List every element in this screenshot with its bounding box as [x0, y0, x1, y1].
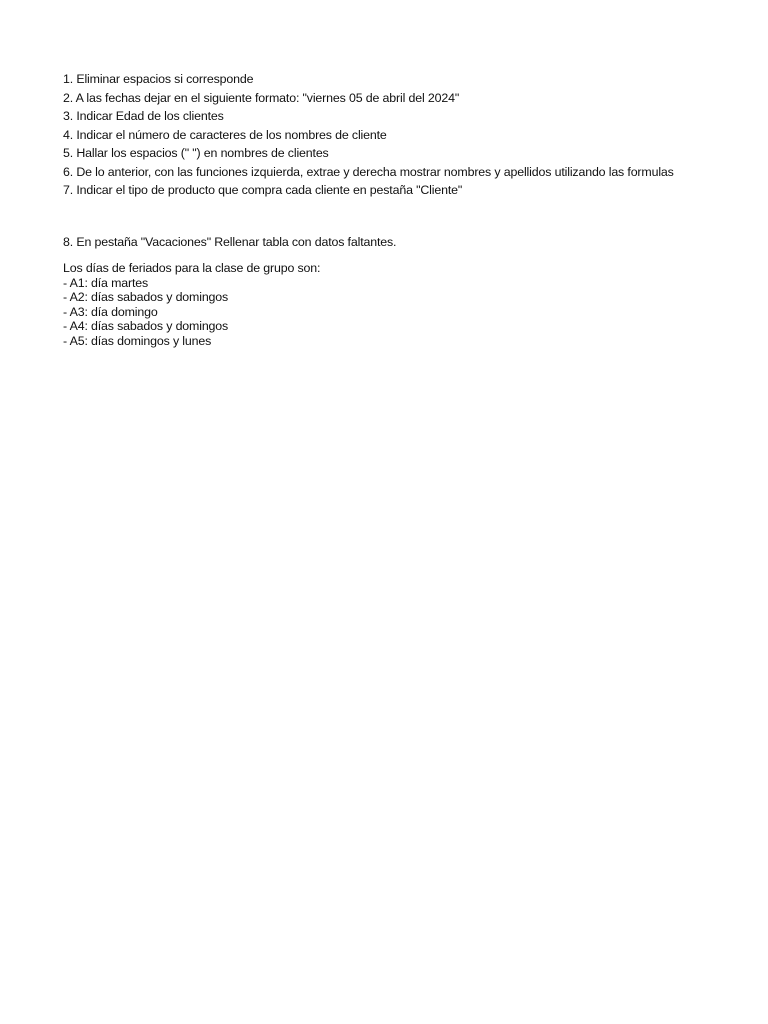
task-item-2: 2. A las fechas dejar en el siguiente formato: "viernes 05 de abril del 2024" [63, 90, 460, 105]
holidays-title: Los días de feriados para la clase de grupo son: [63, 261, 321, 275]
holiday-item-a4: - A4: días sabados y domingos [63, 319, 229, 333]
document-page [63, 70, 753, 348]
task-list [63, 70, 753, 200]
holiday-list [63, 276, 753, 349]
task-item-5: 5. Hallar los espacios (" ") en nombres de clientes [63, 146, 329, 160]
holiday-item-a1: - A1: día martes [63, 275, 149, 290]
holiday-item-a5: - A5: días domingos y lunes [63, 333, 212, 348]
holidays-section [63, 261, 753, 348]
task-item-8: 8. En pestaña "Vacaciones" Rellenar tabla con datos faltantes. [63, 234, 397, 249]
task-item-6: 6. De lo anterior, con las funciones izquierda, extrae y derecha mostrar nombres y apellidos utilizando las formulas [63, 164, 674, 179]
holiday-item-a2: - A2: días sabados y domingos [63, 290, 229, 304]
task-item-4: 4. Indicar el número de caracteres de los nombres de cliente [63, 127, 387, 142]
holiday-item-a3: - A3: día domingo [63, 304, 158, 319]
task-item-7: 7. Indicar el tipo de producto que compra cada cliente en pestaña "Cliente" [63, 183, 463, 197]
task-item-3: 3. Indicar Edad de los clientes [63, 109, 224, 123]
task-item-1: 1. Eliminar espacios si corresponde [63, 72, 254, 86]
